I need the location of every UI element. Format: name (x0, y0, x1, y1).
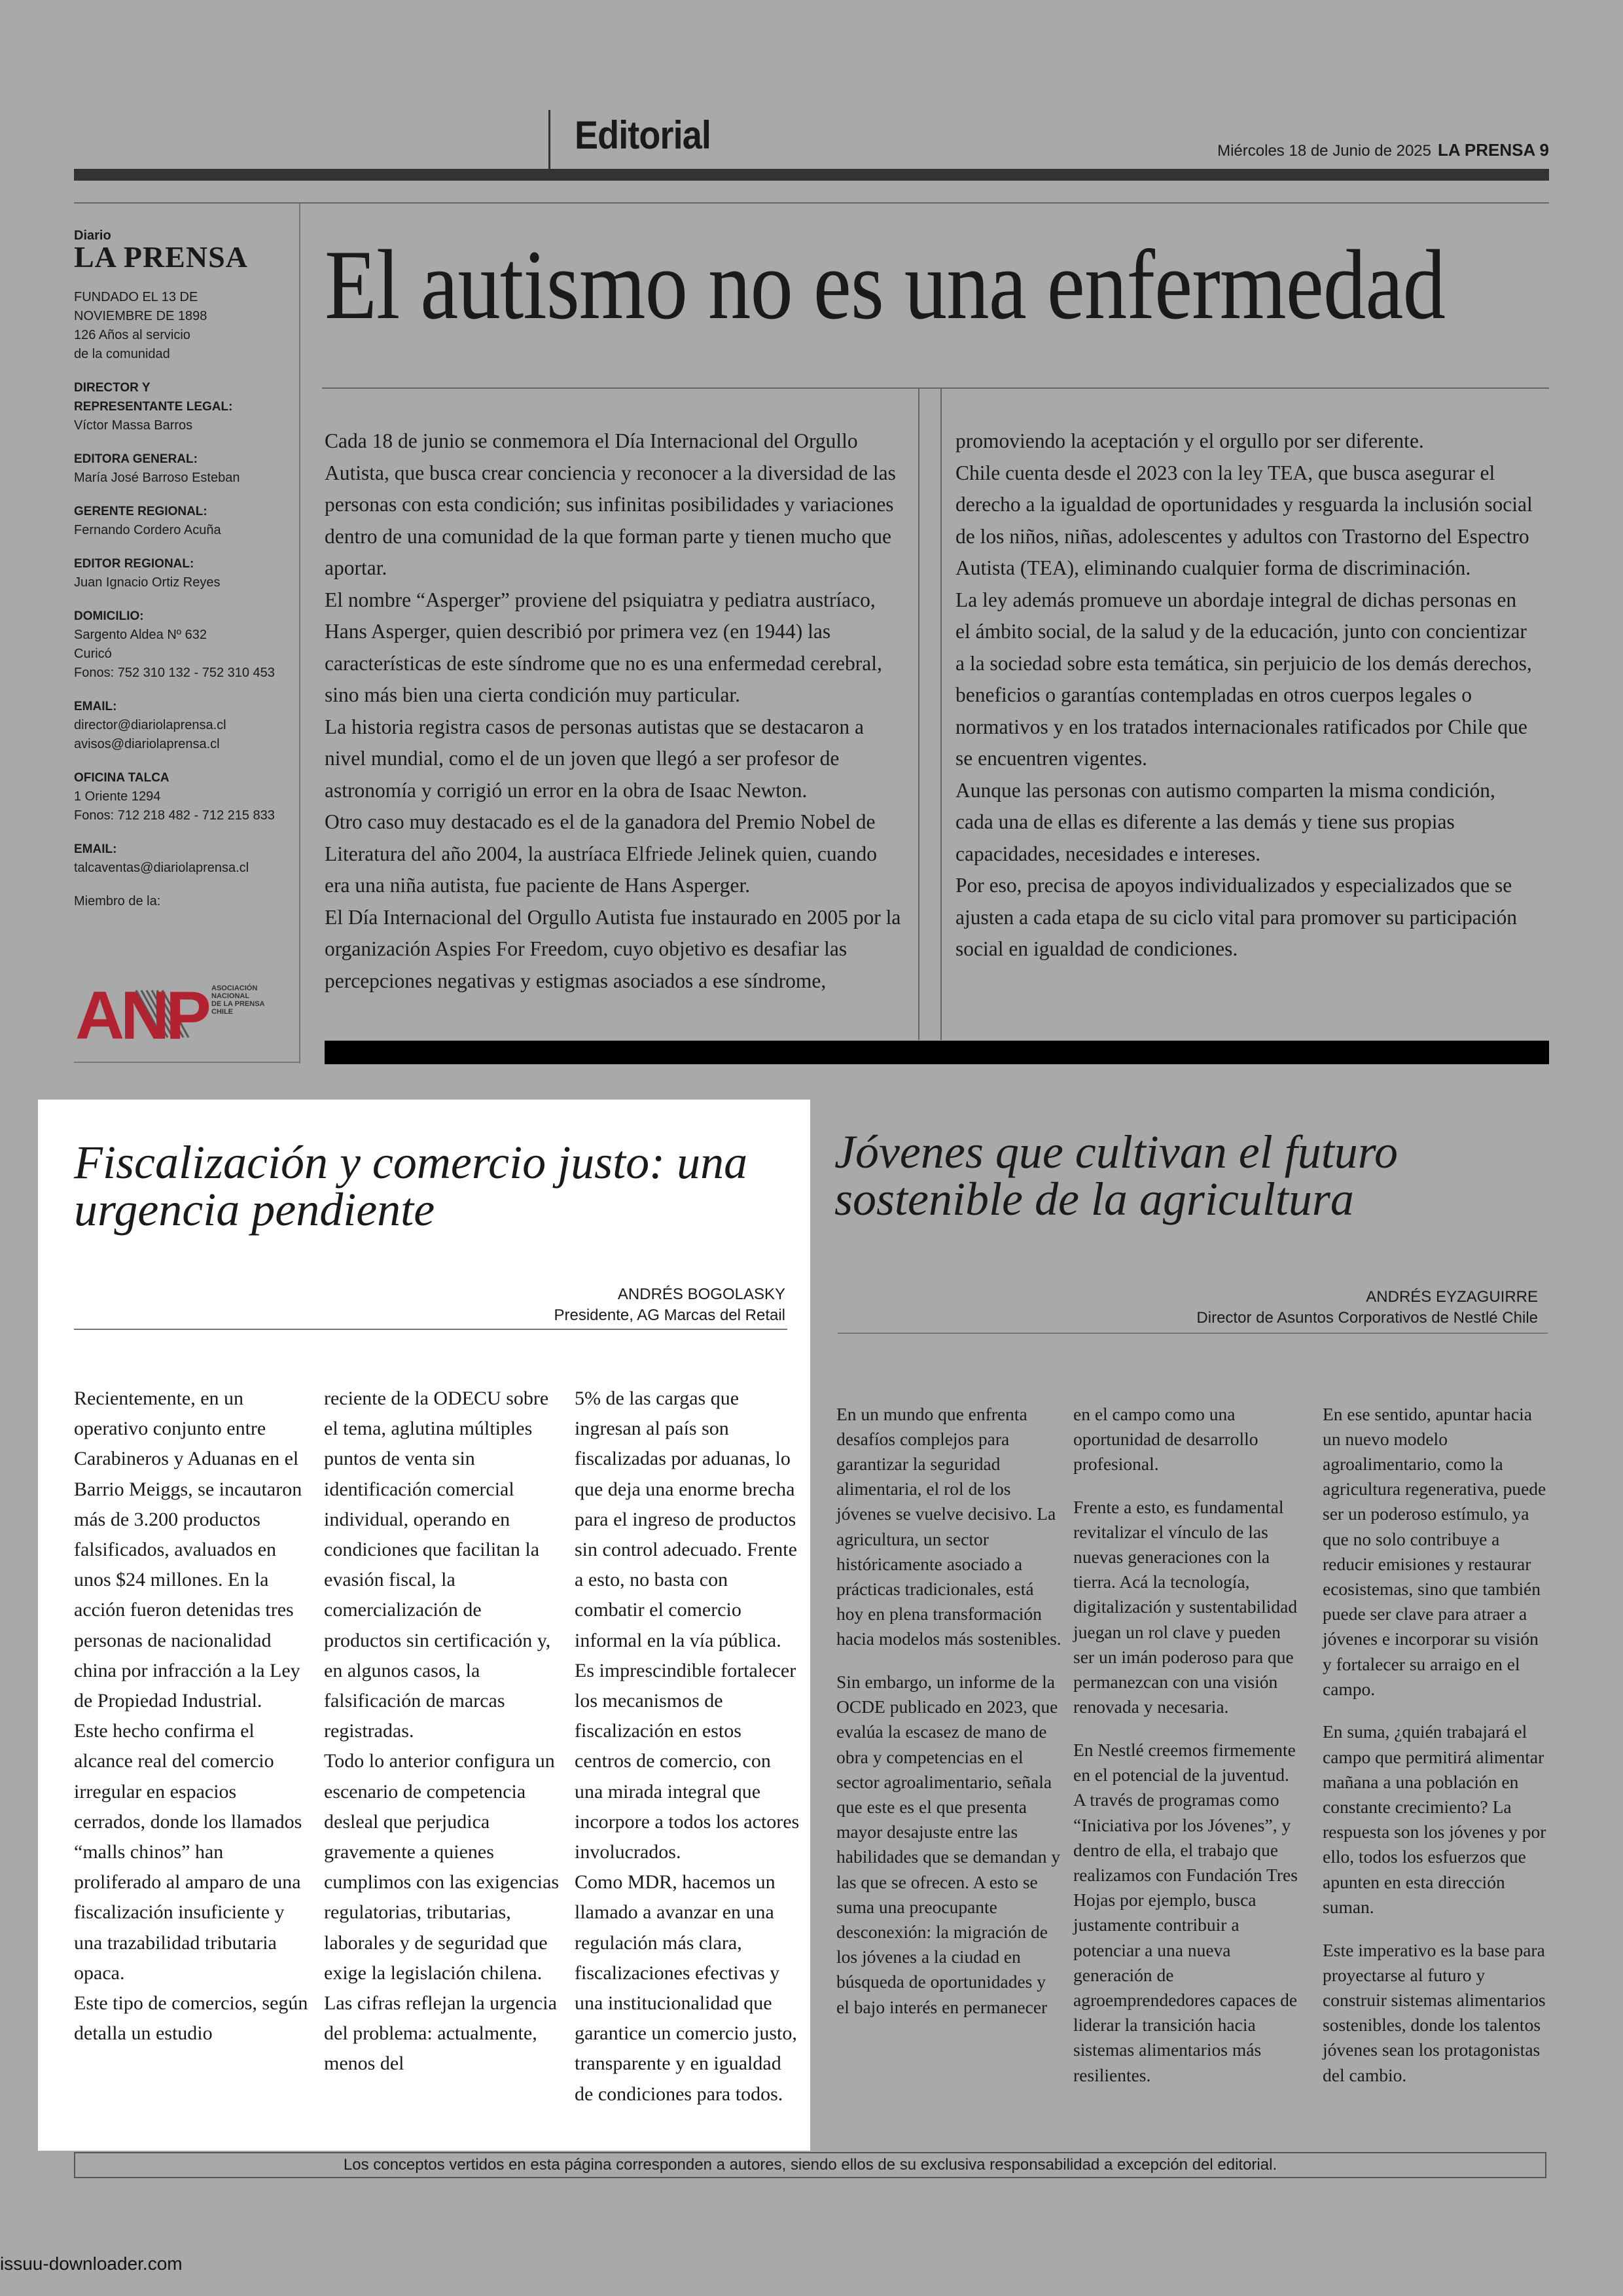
disclaimer: Los conceptos vertidos en esta página corresponden a autores, siendo ellos de su exclusiva responsabilidad a excepción del editorial. (74, 2152, 1546, 2178)
paragraph: Sin embargo, un informe de la OCDE publicado en 2023, que evalúa la escasez de mano de obra y competencias en el sector agroalimentario, señala que este es el que presenta mayor desajuste entre las habilidades que se demandan y las que se ofrecen. A esto se suma una preocupante desconexión: la migración de los jóvenes a la ciudad en búsqueda de oportunidades y el bajo interés en permanecer (836, 1672, 1061, 2017)
anp-logo (74, 978, 277, 1043)
staff-block (74, 607, 296, 683)
founded-line: 126 Años al servicio (74, 328, 190, 342)
author-name: ANDRÉS EYZAGUIRRE (1366, 1288, 1538, 1306)
staff-detail: 1 Oriente 1294 (74, 789, 161, 804)
paragraph: Todo lo anterior configura un escenario de competencia desleal que perjudica gravemente a quienes cumplimos con las exigencias regulatorias, tributarias, laborales y de seguridad que exige la legislación chilena. (324, 1750, 560, 1984)
founded-line: NOVIEMBRE DE 1898 (74, 309, 207, 323)
paragraph: En suma, ¿quién trabajará el campo que permitirá alimentar mañana a una población en constante crecimiento? La respuesta son los jóvenes y por ello, todos los esfuerzos que apunten en esta dirección suman. (1323, 1721, 1546, 1917)
paragraph: La ley además promueve un abordaje integral de dichas personas en el ámbito social, de la salud y de la educación, junto con concientizar a la sociedad sobre esta temática, sin perjuicio de los demás derechos, beneficios o garantías contempladas en otros cuerpos legales o normativos y en los tratados internacionales ratificados por Chile que se encuentren vigentes. (955, 588, 1532, 770)
founded-block (74, 288, 296, 364)
editorial-column-divider (918, 389, 942, 1040)
paragraph: En un mundo que enfrenta desafíos complejos para garantizar la seguridad alimentaria, el rol de los jóvenes se vuelve decisivo. La agricultura, un sector históricamente asociado a prácticas tradicionales, está hoy en plena transformación hacia modelos más sostenibles. (836, 1403, 1061, 1649)
anp-logo-text: ANP (75, 978, 207, 1043)
editorial-headline: El autismo no es una enfermedad (325, 230, 1446, 340)
staff-detail: Fonos: 752 310 132 - 752 310 453 (74, 666, 275, 680)
page-number: LA PRENSA 9 (1438, 140, 1549, 160)
paragraph: Recientemente, en un operativo conjunto entre Carabineros y Aduanas en el Barrio Meiggs, se incautaron más de 3.200 productos falsificados, avaluados en unos $24 millones. En la acción fueron detenidas tres personas de nacionalidad china por infracción a la Ley de Propiedad Industrial. (74, 1388, 302, 1712)
staff-detail: avisos@diariolaprensa.cl (74, 737, 220, 751)
byline-rule (838, 1333, 1548, 1334)
staff-role: OFICINA TALCA (74, 771, 169, 785)
staff-role: EDITOR REGIONAL: (74, 557, 194, 571)
masthead-small: Diario (74, 228, 111, 243)
paragraph: La historia registra casos de personas autistas que se destacaron a nivel mundial, como el de un joven que llegó a ser profesor de astronomía y corrigió un error en la obra de Isaac Newton. (325, 715, 864, 802)
opinion-left-byline (196, 1284, 785, 1326)
paragraph: Otro caso muy destacado es el de la ganadora del Premio Nobel de Literatura del año 2004, la austríaca Elfriede Jelinek quien, cuando era una niña autista, fue paciente de Hans Asperger. (325, 810, 878, 897)
opinion-right-byline (883, 1287, 1538, 1329)
staff-detail: María José Barroso Esteban (74, 471, 240, 485)
staff-role: GERENTE REGIONAL: (74, 505, 207, 518)
staff-role: EDITORA GENERAL: (74, 452, 198, 466)
editorial-column-1 (325, 425, 904, 997)
paragraph: Cada 18 de junio se conmemora el Día Internacional del Orgullo Autista, que busca crear conciencia y reconocer a la diversidad de las personas con esta condición; sus infinitas posibilidades y variaciones dentro de una comunidad de la que forman parte y tienen mucho que aportar. (325, 429, 896, 579)
sidebar-bottom-rule (74, 1062, 300, 1063)
paragraph: promoviendo la aceptación y el orgullo por ser diferente. (955, 429, 1424, 452)
paragraph: Las cifras reflejan la urgencia del problema: actualmente, menos del (324, 1992, 557, 2075)
staff-role: EMAIL: (74, 700, 117, 713)
masthead-name: LA PRENSA (74, 240, 248, 274)
paragraph: Como MDR, hacemos un llamado a avanzar en una regulación más clara, fiscalizaciones efectivas y una institucionalidad que garantice un comercio justo, transparente y en igualdad de condiciones para todos. (575, 1871, 797, 2105)
anp-tagline: ASOCIACIÓN (211, 984, 258, 992)
author-name: ANDRÉS BOGOLASKY (617, 1285, 785, 1303)
paragraph: En Nestlé creemos firmemente en el potencial de la juventud. A través de programas como “Iniciativa por los Jóvenes”, y dentro de ella, el trabajo que realizamos con Fundación Tres Hojas por ejemplo, busca justamente contribuir a potenciar a una nueva generación de agroemprendedores capaces de liderar la transición hacia sistemas alimentarios más resilientes. (1073, 1739, 1298, 2085)
paragraph: Chile cuenta desde el 2023 con la ley TEA, que busca asegurar el derecho a la igualdad de oportunidades y resguarda la inclusión social de los niños, niñas, adolescentes y adultos con Trastorno del Espectro Autista (TEA), eliminando cualquier forma de discriminación. (955, 461, 1533, 579)
staff-detail: talcaventas@diariolaprensa.cl (74, 861, 249, 875)
opinion-right-column-1 (836, 1384, 1062, 2037)
opinion-right-column-2 (1073, 1384, 1299, 2106)
paragraph: Por eso, precisa de apoyos individualizados y especializados que se ajusten a cada etapa de su ciclo vital para promover su participación social en igualdad de condiciones. (955, 874, 1518, 960)
member-label: Miembro de la: (74, 894, 161, 908)
staff-role: DIRECTOR Y (74, 381, 151, 395)
paragraph: En ese sentido, apuntar hacia un nuevo modelo agroalimentario, como la agricultura regenerativa, puede ser un poderoso estímulo, ya que no solo contribuye a reducir emisiones y restaurar ecosistemas, sino que también puede ser clave para atraer a jóvenes e incorporar su visión y fortalecer su arraigo en el campo. (1323, 1403, 1546, 1699)
staff-block (74, 697, 296, 754)
opinion-left-column-2 (324, 1384, 560, 2079)
staff-block (74, 768, 296, 825)
staff-detail: Sargento Aldea Nº 632 (74, 628, 207, 642)
staff-role: REPRESENTANTE LEGAL: (74, 400, 233, 414)
staff-detail: director@diariolaprensa.cl (74, 718, 226, 732)
header-rule-thin (74, 202, 1549, 204)
anp-tagline: CHILE (211, 1008, 233, 1016)
masthead-sidebar (74, 229, 296, 911)
staff-block (74, 840, 296, 878)
paragraph: Frente a esto, es fundamental revitalizar el vínculo de las nuevas generaciones con la tierra. Acá la tecnología, digitalización y sustentabilidad juegan un rol clave y pueden ser un imán poderoso para que permanezcan con una visión renovada y necesaria. (1073, 1496, 1298, 1717)
author-role: Director de Asuntos Corporativos de Nestlé Chile (1196, 1309, 1538, 1327)
issue-date: Miércoles 18 de Junio de 2025 (1217, 142, 1431, 160)
founded-line: FUNDADO EL 13 DE (74, 290, 198, 304)
paragraph: en el campo como una oportunidad de desarrollo profesional. (1073, 1403, 1258, 1474)
editorial-bottom-bar (325, 1041, 1549, 1064)
opinion-right-title: Jóvenes que cultivan el futuro sostenible de la agricultura (834, 1126, 1399, 1225)
paragraph: Este imperativo es la base para proyectarse al futuro y construir sistemas alimentarios sostenibles, donde los talentos jóvenes sean los protagonistas del cambio. (1323, 1939, 1546, 2085)
paragraph: reciente de la ODECU sobre el tema, aglutina múltiples puntos de venta sin identificación comercial individual, operando en condiciones que facilitan la evasión fiscal, la comercialización de productos sin certificación y, en algunos casos, la falsificación de marcas registradas. (324, 1388, 551, 1742)
opinion-left-title: Fiscalización y comercio justo: una urgencia pendiente (74, 1136, 748, 1236)
sidebar-rule (299, 204, 300, 1064)
staff-role: EMAIL: (74, 842, 117, 856)
paragraph: 5% de las cargas que ingresan al país son fiscalizadas por aduanas, lo que deja una enorme brecha para el ingreso de productos sin control adecuado. Frente a esto, no basta con combatir el comercio informal en la vía pública. Es imprescindible fortalecer los mecanismos de fiscalización en estos centros de comercio, con una mirada integral que incorpore a todos los actores involucrados. (575, 1388, 800, 1863)
opinion-left-column-1 (74, 1384, 310, 2049)
staff-detail: Curicó (74, 647, 112, 661)
editorial-column-2 (955, 425, 1535, 965)
staff-list (74, 378, 296, 878)
founded-line: de la comunidad (74, 347, 170, 361)
opinion-left-column-3 (575, 1384, 800, 2109)
date-line (1217, 140, 1549, 160)
header-rule-thick (74, 169, 1549, 181)
paragraph: Aunque las personas con autismo comparten la misma condición, cada una de ellas es diferente a las demás y tiene sus propias capacidades, necesidades e intereses. (955, 778, 1495, 865)
staff-block (74, 502, 296, 540)
staff-detail: Fernando Cordero Acuña (74, 523, 221, 537)
opinion-right-column-3 (1323, 1384, 1552, 2106)
staff-block (74, 554, 296, 592)
paragraph: Este tipo de comercios, según detalla un estudio (74, 1992, 308, 2045)
staff-detail: Víctor Massa Barros (74, 418, 193, 433)
staff-block (74, 378, 296, 435)
anp-tagline: NACIONAL (211, 992, 250, 1000)
byline-rule (74, 1329, 787, 1330)
section-label: Editorial (575, 113, 711, 157)
paragraph: Este hecho confirma el alcance real del comercio irregular en espacios cerrados, donde los llamados “malls chinos” han proliferado al amparo de una fiscalización insuficiente y una trazabilidad tributaria opaca. (74, 1720, 302, 1984)
staff-role: DOMICILIO: (74, 609, 144, 623)
paragraph: El nombre “Asperger” proviene del psiquiatra y pediatra austríaco, Hans Asperger, quien describió por primera vez (en 1944) las características de este síndrome que no es una enfermedad cerebral, sino más bien una cierta condición muy particular. (325, 588, 882, 706)
staff-block (74, 450, 296, 488)
paragraph: El Día Internacional del Orgullo Autista fue instaurado en 2005 por la organización Aspies For Freedom, cuyo objetivo es desafiar las percepciones negativas y estigmas asociados a ese síndrome, (325, 905, 901, 992)
anp-tagline: DE LA PRENSA (211, 1000, 265, 1008)
author-role: Presidente, AG Marcas del Retail (554, 1306, 785, 1324)
header-divider (548, 110, 550, 170)
staff-detail: Fonos: 712 218 482 - 712 215 833 (74, 808, 275, 823)
staff-detail: Juan Ignacio Ortiz Reyes (74, 575, 221, 590)
watermark: issuu-downloader.com (0, 2253, 183, 2274)
